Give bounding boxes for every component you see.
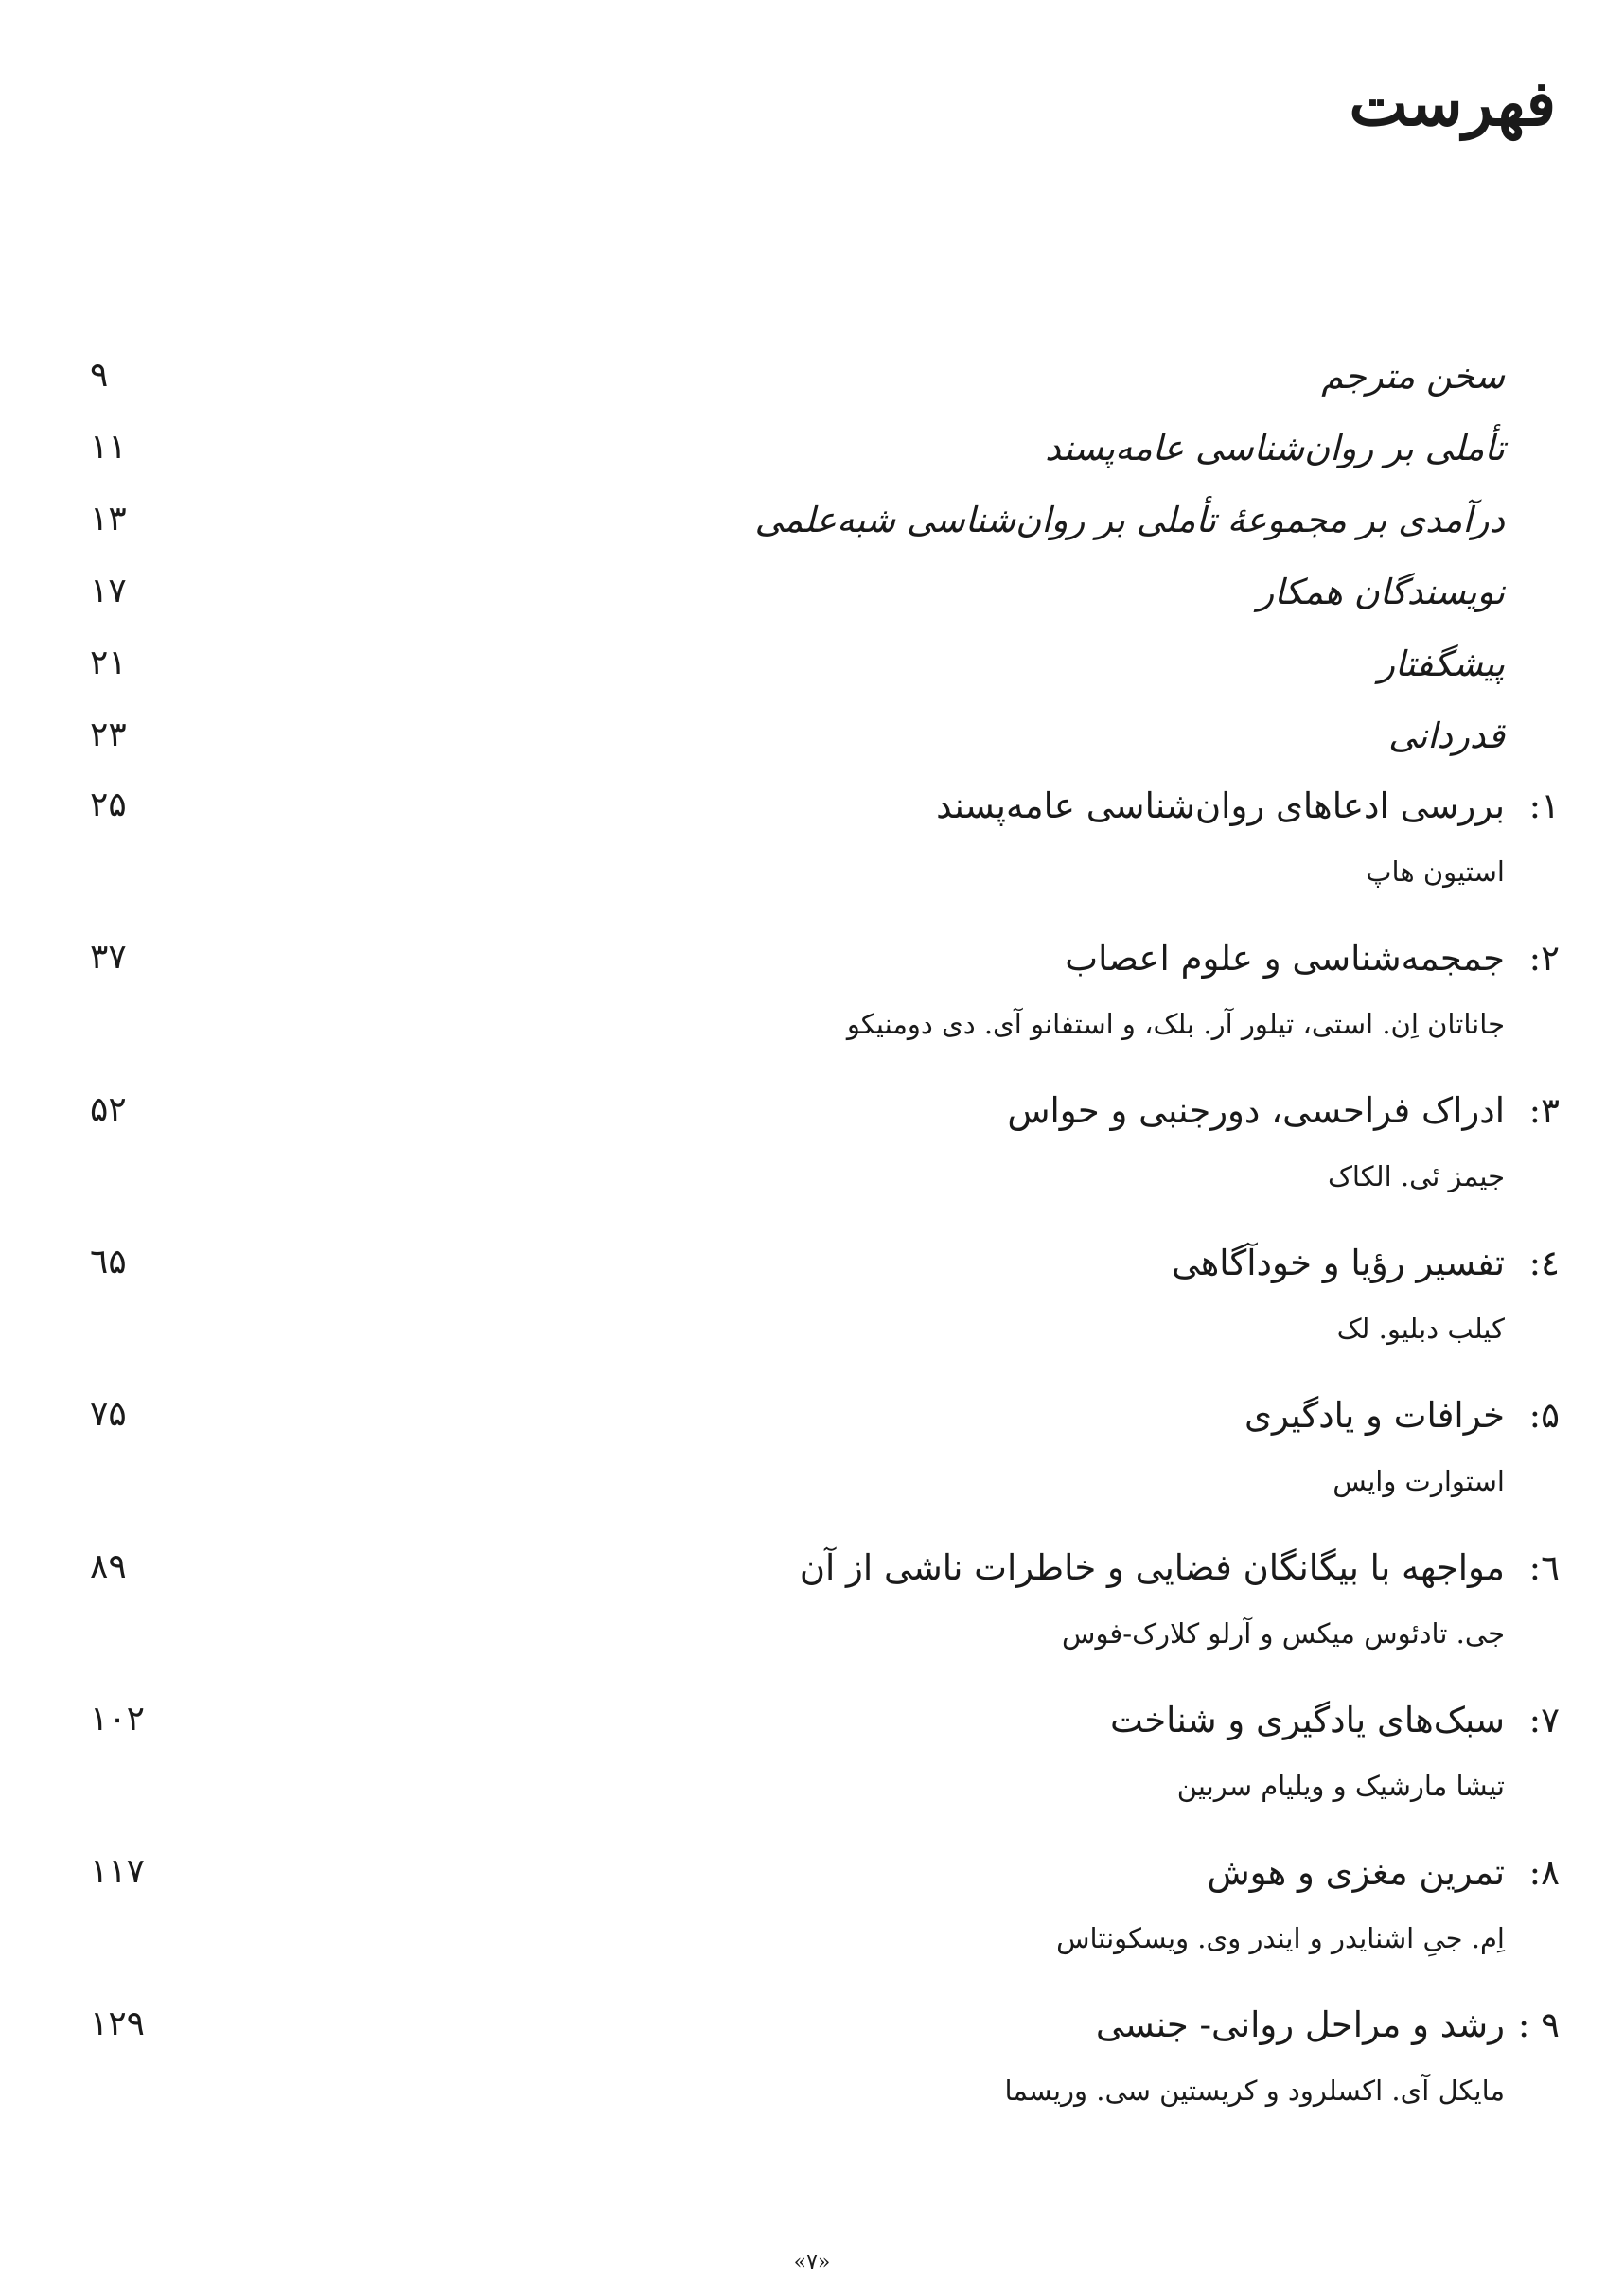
toc-page-number: ۵۲ <box>90 1090 127 1129</box>
chapter-title: جمجمه‌شناسی و علوم اعصاب <box>1065 938 1505 979</box>
chapter-number: ۱: <box>1528 786 1560 826</box>
toc-entry-title: درآمدی بر مجموعهٔ تأملی بر روان‌شناسی شبه‌علمی <box>754 500 1505 540</box>
toc-row <box>90 638 1560 710</box>
toc-page-number: ۱۱۷ <box>90 1852 146 1891</box>
chapter-author: تیشا مارشیک و ویلیام سربین <box>1176 1770 1505 1802</box>
toc-page-number: ۱۱ <box>90 428 127 467</box>
chapter-number: ۹ : <box>1517 2004 1560 2045</box>
chapter-title: تمرین مغزی و هوش <box>1207 1852 1505 1893</box>
chapter-author: اِم. جیِ اشنایدر و ایندر وی. ویسکونتاس <box>1056 1922 1505 1954</box>
chapter-title: رشد و مراحل روانی- جنسی <box>1095 2004 1505 2045</box>
toc-entry-title: تأملی بر روان‌شناسی عامه‌پسند <box>1045 428 1505 468</box>
toc-page-number: ۲۵ <box>90 786 127 824</box>
toc-page-number: ۱۳ <box>90 500 127 538</box>
chapter-number: ۵: <box>1528 1395 1560 1436</box>
chapter-number: ۷: <box>1528 1700 1560 1740</box>
table-of-contents <box>90 350 1560 2153</box>
chapter-author: کیلب دبلیو. لک <box>1336 1313 1505 1345</box>
chapter-number: ۲: <box>1528 938 1560 979</box>
chapter-author: جاناتان اِن. استی، تیلور آر. بلک، و استفانو آی. دی دومنیکو <box>846 1008 1505 1040</box>
toc-chapter <box>90 2001 1560 2153</box>
toc-entry-title: سخن مترجم <box>1321 356 1505 397</box>
chapter-author: جیمز ئی. الکاک <box>1327 1160 1505 1192</box>
toc-chapter <box>90 1391 1560 1544</box>
chapter-author: استیون هاپ <box>1366 856 1505 888</box>
chapter-number: ۸: <box>1528 1852 1560 1893</box>
toc-chapter <box>90 1239 1560 1391</box>
toc-chapter <box>90 934 1560 1086</box>
chapter-author: استوارت وایس <box>1333 1465 1505 1497</box>
toc-row <box>90 350 1560 422</box>
toc-row <box>90 566 1560 638</box>
toc-chapter <box>90 1544 1560 1696</box>
toc-page-number: ۲۱ <box>90 644 127 682</box>
chapter-author: جی. تادئوس میکس و آرلو کلارک-فوس <box>1062 1617 1505 1650</box>
toc-page-number: ۸۹ <box>90 1547 127 1586</box>
chapter-title: بررسی ادعاهای روان‌شناسی عامه‌پسند <box>936 786 1505 826</box>
chapter-number: ٦: <box>1528 1547 1560 1588</box>
toc-entry-title: قدردانی <box>1388 715 1505 756</box>
toc-page-number: ۹ <box>90 356 109 395</box>
chapter-title: ادراک فراحسی، دورجنبی و حواس <box>1007 1090 1505 1131</box>
toc-page-number: ۷۵ <box>90 1395 127 1434</box>
chapter-author: مایکل آی. اکسلرود و کریستین سی. وریسما <box>1004 2074 1505 2107</box>
footer-page-number: «۷» <box>793 2251 831 2274</box>
toc-row <box>90 422 1560 494</box>
page-title: فهرست <box>1349 66 1556 140</box>
chapter-title: خرافات و یادگیری <box>1244 1395 1505 1436</box>
chapter-title: مواجهه با بیگانگان فضایی و خاطرات ناشی از آن <box>799 1547 1505 1588</box>
chapter-title: تفسیر رؤیا و خودآگاهی <box>1171 1243 1505 1283</box>
toc-page-number: ۲۳ <box>90 715 127 754</box>
toc-row <box>90 710 1560 782</box>
toc-page-number: ۱۲۹ <box>90 2004 146 2043</box>
toc-chapter <box>90 1086 1560 1239</box>
toc-page-number: ۳۷ <box>90 938 127 977</box>
toc-row <box>90 494 1560 566</box>
toc-page-number: ٦۵ <box>90 1243 127 1281</box>
chapter-title: سبک‌های یادگیری و شناخت <box>1109 1700 1505 1740</box>
toc-chapter <box>90 1696 1560 1848</box>
toc-chapter <box>90 1848 1560 2001</box>
chapter-number: ۳: <box>1528 1090 1560 1131</box>
toc-page-number: ۱۷ <box>90 572 127 610</box>
chapter-number: ٤: <box>1528 1243 1560 1283</box>
toc-chapter <box>90 782 1560 934</box>
toc-entry-title: نویسندگان همکار <box>1257 572 1505 612</box>
toc-entry-title: پیشگفتار <box>1378 644 1505 684</box>
toc-page-number: ۱۰۲ <box>90 1700 146 1739</box>
